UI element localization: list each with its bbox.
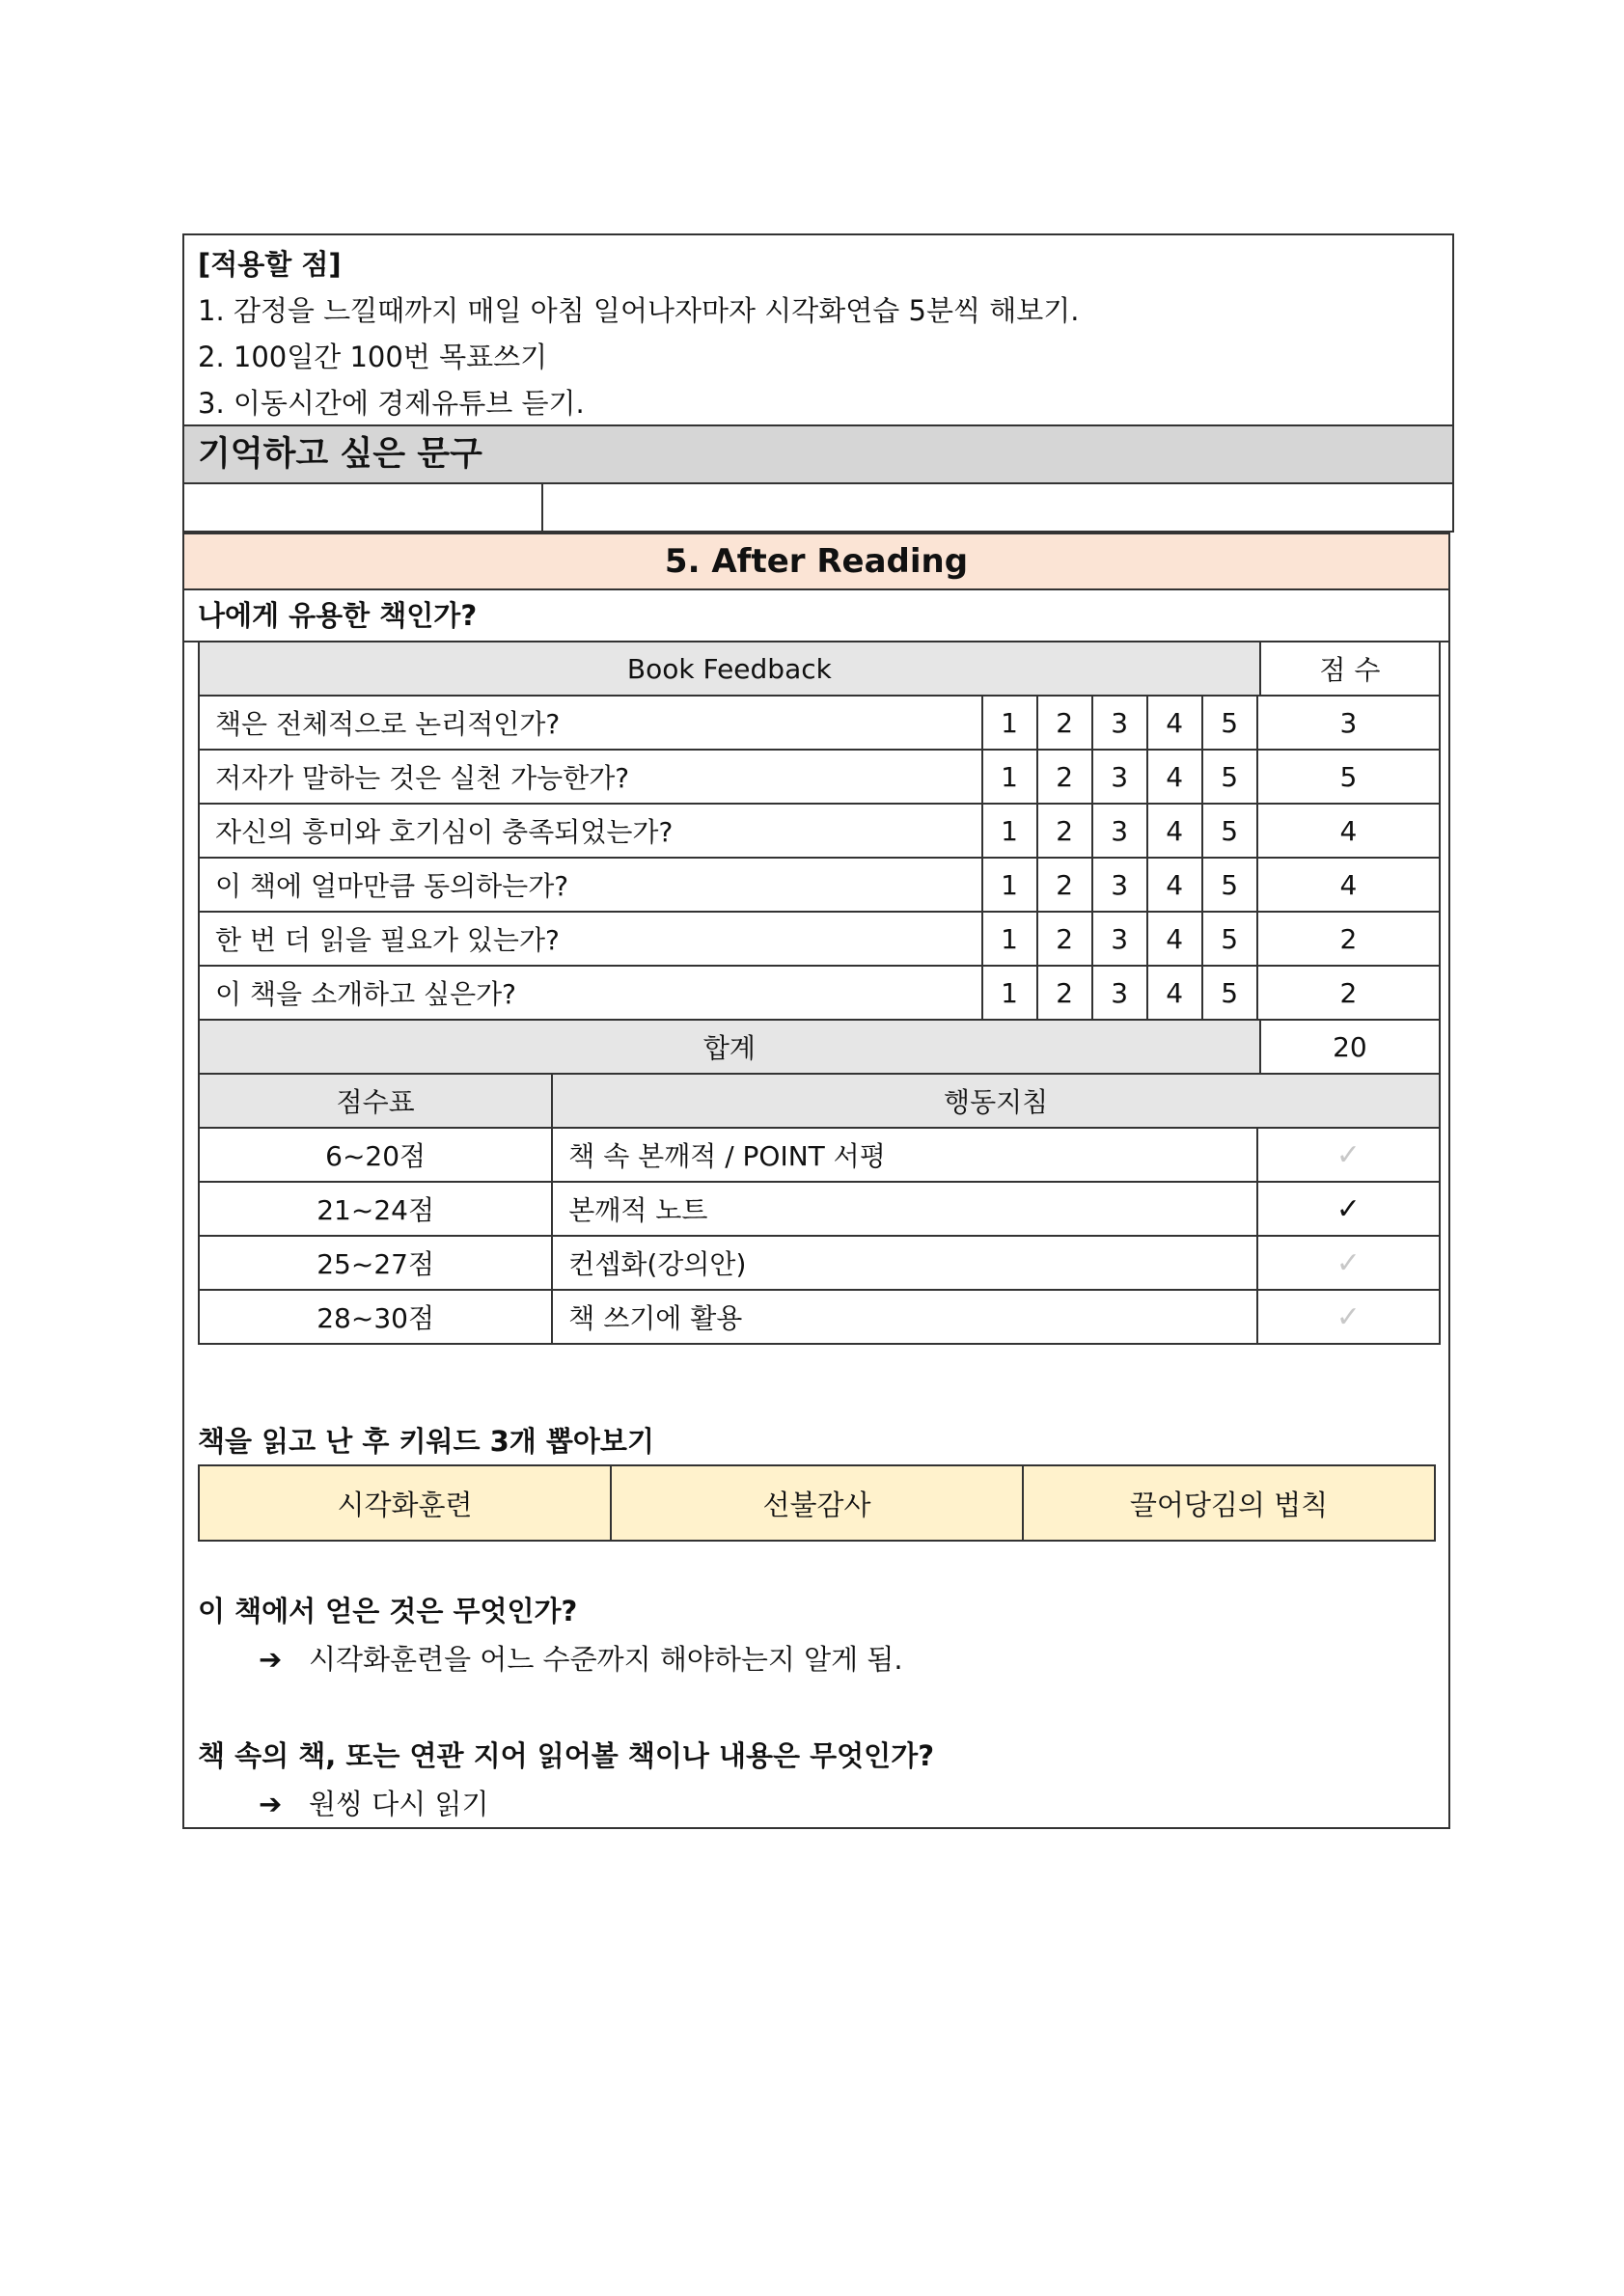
gained-question: 이 책에서 얻은 것은 무엇인가? bbox=[198, 1595, 578, 1627]
scale-option: 2 bbox=[1037, 696, 1092, 750]
feedback-score: 4 bbox=[1257, 858, 1440, 912]
scale-option: 4 bbox=[1147, 966, 1202, 1020]
after-reading-title: 5. After Reading bbox=[182, 533, 1450, 590]
scale-option: 4 bbox=[1147, 750, 1202, 804]
feedback-row bbox=[199, 966, 1440, 1020]
feedback-row bbox=[199, 804, 1440, 858]
apply-points-title: [적용할 점] bbox=[198, 248, 342, 281]
check-icon: ✓ bbox=[1257, 1128, 1440, 1182]
scale-option: 2 bbox=[1037, 966, 1092, 1020]
scale-option: 1 bbox=[982, 912, 1037, 966]
feedback-score: 4 bbox=[1257, 804, 1440, 858]
total-value: 20 bbox=[1260, 1020, 1440, 1074]
action-guide: 컨셉화(강의안) bbox=[552, 1236, 1256, 1290]
feedback-question: 이 책을 소개하고 싶은가? bbox=[199, 966, 982, 1020]
gained-answer-line bbox=[259, 1636, 903, 1682]
keywords-question: 책을 읽고 난 후 키워드 3개 뽑아보기 bbox=[198, 1425, 654, 1458]
score-header: 점 수 bbox=[1260, 642, 1440, 696]
scale-option: 3 bbox=[1092, 696, 1147, 750]
feedback-row bbox=[199, 858, 1440, 912]
scale-option: 2 bbox=[1037, 750, 1092, 804]
arrow-right-icon: ➔ bbox=[259, 1788, 283, 1820]
apply-point-item: 3. 이동시간에 경제유튜브 듣기. bbox=[198, 387, 585, 420]
apply-point-item: 2. 100일간 100번 목표쓰기 bbox=[198, 341, 548, 373]
related-answer-line bbox=[259, 1781, 489, 1827]
scale-option: 5 bbox=[1202, 858, 1257, 912]
check-icon: ✓ bbox=[1257, 1290, 1440, 1344]
scale-option: 1 bbox=[982, 750, 1037, 804]
scale-option: 4 bbox=[1147, 804, 1202, 858]
scale-option: 2 bbox=[1037, 858, 1092, 912]
quote-row-divider bbox=[541, 484, 543, 531]
scale-option: 1 bbox=[982, 696, 1037, 750]
keyword-cell: 시각화훈련 bbox=[199, 1465, 611, 1541]
feedback-score: 2 bbox=[1257, 912, 1440, 966]
scale-option: 4 bbox=[1147, 858, 1202, 912]
action-guide: 본깨적 노트 bbox=[552, 1182, 1256, 1236]
feedback-question: 이 책에 얼마만큼 동의하는가? bbox=[199, 858, 982, 912]
arrow-right-icon: ➔ bbox=[259, 1643, 283, 1676]
scale-option: 1 bbox=[982, 858, 1037, 912]
action-row bbox=[199, 1128, 1440, 1182]
score-range: 28~30점 bbox=[199, 1290, 552, 1344]
scale-option: 5 bbox=[1202, 696, 1257, 750]
quote-section-title: 기억하고 싶은 문구 bbox=[182, 424, 1454, 484]
feedback-row bbox=[199, 750, 1440, 804]
keyword-cell: 끌어당김의 법칙 bbox=[1023, 1465, 1435, 1541]
action-guide-header: 행동지침 bbox=[552, 1074, 1440, 1128]
scale-option: 4 bbox=[1147, 912, 1202, 966]
action-guide: 책 쓰기에 활용 bbox=[552, 1290, 1256, 1344]
scale-option: 5 bbox=[1202, 804, 1257, 858]
scale-option: 1 bbox=[982, 966, 1037, 1020]
check-icon: ✓ bbox=[1257, 1236, 1440, 1290]
book-feedback-header: Book Feedback bbox=[199, 642, 1260, 696]
scale-option: 3 bbox=[1092, 804, 1147, 858]
action-row bbox=[199, 1236, 1440, 1290]
check-icon: ✓ bbox=[1257, 1182, 1440, 1236]
scale-option: 1 bbox=[982, 804, 1037, 858]
score-range: 6~20점 bbox=[199, 1128, 552, 1182]
scale-option: 3 bbox=[1092, 912, 1147, 966]
useful-book-question: 나에게 유용한 책인가? bbox=[198, 599, 478, 632]
feedback-question: 한 번 더 읽을 필요가 있는가? bbox=[199, 912, 982, 966]
scale-option: 3 bbox=[1092, 858, 1147, 912]
gained-answer: 시각화훈련을 어느 수준까지 해야하는지 알게 됨. bbox=[309, 1643, 903, 1676]
apply-point-item: 1. 감정을 느낄때까지 매일 아침 일어나자마자 시각화연습 5분씩 해보기. bbox=[198, 294, 1080, 327]
feedback-question: 책은 전체적으로 논리적인가? bbox=[199, 696, 982, 750]
feedback-question: 저자가 말하는 것은 실천 가능한가? bbox=[199, 750, 982, 804]
feedback-score: 3 bbox=[1257, 696, 1440, 750]
keywords-row bbox=[199, 1465, 1435, 1541]
scoreboard-header: 점수표 bbox=[199, 1074, 552, 1128]
action-row bbox=[199, 1290, 1440, 1344]
related-books-question: 책 속의 책, 또는 연관 지어 읽어볼 책이나 내용은 무엇인가? bbox=[198, 1739, 935, 1772]
feedback-score: 2 bbox=[1257, 966, 1440, 1020]
keyword-cell: 선불감사 bbox=[611, 1465, 1023, 1541]
scale-option: 3 bbox=[1092, 966, 1147, 1020]
scale-option: 5 bbox=[1202, 912, 1257, 966]
total-label: 합계 bbox=[199, 1020, 1260, 1074]
scale-option: 3 bbox=[1092, 750, 1147, 804]
related-answer: 원씽 다시 읽기 bbox=[309, 1788, 489, 1820]
action-guide: 책 속 본깨적 / POINT 서평 bbox=[552, 1128, 1256, 1182]
scale-option: 4 bbox=[1147, 696, 1202, 750]
apply-points-box bbox=[182, 233, 1454, 426]
feedback-header-row bbox=[199, 642, 1440, 696]
quote-row bbox=[182, 482, 1454, 533]
feedback-question: 자신의 흥미와 호기심이 충족되었는가? bbox=[199, 804, 982, 858]
scale-option: 5 bbox=[1202, 750, 1257, 804]
score-range: 25~27점 bbox=[199, 1236, 552, 1290]
feedback-row bbox=[199, 912, 1440, 966]
scoreboard-header-row bbox=[199, 1074, 1440, 1128]
score-range: 21~24점 bbox=[199, 1182, 552, 1236]
book-feedback-table bbox=[198, 641, 1441, 1345]
feedback-row bbox=[199, 696, 1440, 750]
scale-option: 2 bbox=[1037, 912, 1092, 966]
keywords-table bbox=[198, 1464, 1436, 1542]
feedback-score: 5 bbox=[1257, 750, 1440, 804]
scale-option: 2 bbox=[1037, 804, 1092, 858]
total-row bbox=[199, 1020, 1440, 1074]
action-row bbox=[199, 1182, 1440, 1236]
scale-option: 5 bbox=[1202, 966, 1257, 1020]
